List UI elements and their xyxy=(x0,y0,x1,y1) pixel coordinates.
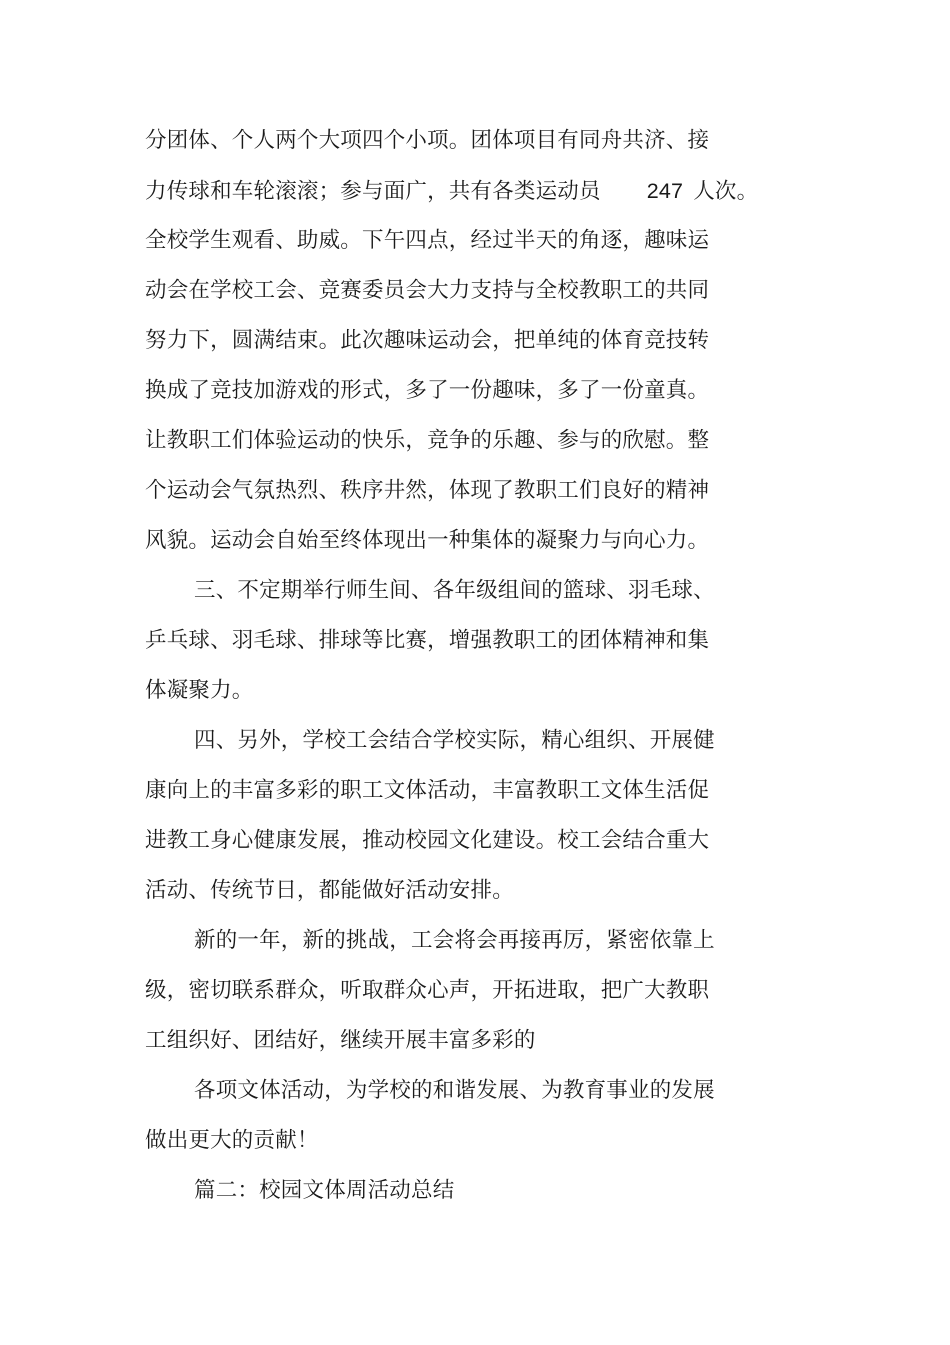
text-segment: 人次。 xyxy=(693,179,759,204)
text-line: 做出更大的贡献！ xyxy=(145,1128,319,1153)
section-heading: 篇二：校园文体周活动总结 xyxy=(194,1178,455,1203)
paragraph-start: 四、另外，学校工会结合学校实际，精心组织、开展健 xyxy=(194,728,715,753)
text-line: 让教职工们体验运动的快乐，竞争的乐趣、参与的欣慰。整 xyxy=(145,428,710,453)
text-line: 换成了竞技加游戏的形式，多了一份趣味，多了一份童真。 xyxy=(145,378,710,403)
participant-count: 247 xyxy=(646,179,684,203)
text-line: 工组织好、团结好，继续开展丰富多彩的 xyxy=(145,1028,536,1053)
text-line: 乒乓球、羽毛球、排球等比赛，增强教职工的团体精神和集 xyxy=(145,628,710,653)
text-segment: 力传球和车轮滚滚；参与面广，共有各类运动员 xyxy=(145,179,601,204)
text-line: 活动、传统节日，都能做好活动安排。 xyxy=(145,878,514,903)
text-line: 努力下，圆满结束。此次趣味运动会，把单纯的体育竞技转 xyxy=(145,328,710,353)
paragraph-start: 三、不定期举行师生间、各年级组间的篮球、羽毛球、 xyxy=(194,578,715,603)
text-line: 康向上的丰富多彩的职工文体活动，丰富教职工文体生活促 xyxy=(145,778,710,803)
text-line: 全校学生观看、助威。下午四点，经过半天的角逐，趣味运 xyxy=(145,228,710,253)
text-line: 分团体、个人两个大项四个小项。团体项目有同舟共济、接 xyxy=(145,128,710,153)
text-line: 风貌。运动会自始至终体现出一种集体的凝聚力与向心力。 xyxy=(145,528,710,553)
text-line xyxy=(145,178,758,205)
text-line: 进教工身心健康发展，推动校园文化建设。校工会结合重大 xyxy=(145,828,710,853)
text-line: 体凝聚力。 xyxy=(145,678,254,703)
paragraph-start: 各项文体活动，为学校的和谐发展、为教育事业的发展 xyxy=(194,1078,715,1103)
text-line: 个运动会气氛热烈、秩序井然，体现了教职工们良好的精神 xyxy=(145,478,710,503)
paragraph-start: 新的一年，新的挑战，工会将会再接再厉，紧密依靠上 xyxy=(194,928,715,953)
text-line: 级，密切联系群众，听取群众心声，开拓进取，把广大教职 xyxy=(145,978,710,1003)
text-line: 动会在学校工会、竞赛委员会大力支持与全校教职工的共同 xyxy=(145,278,710,303)
